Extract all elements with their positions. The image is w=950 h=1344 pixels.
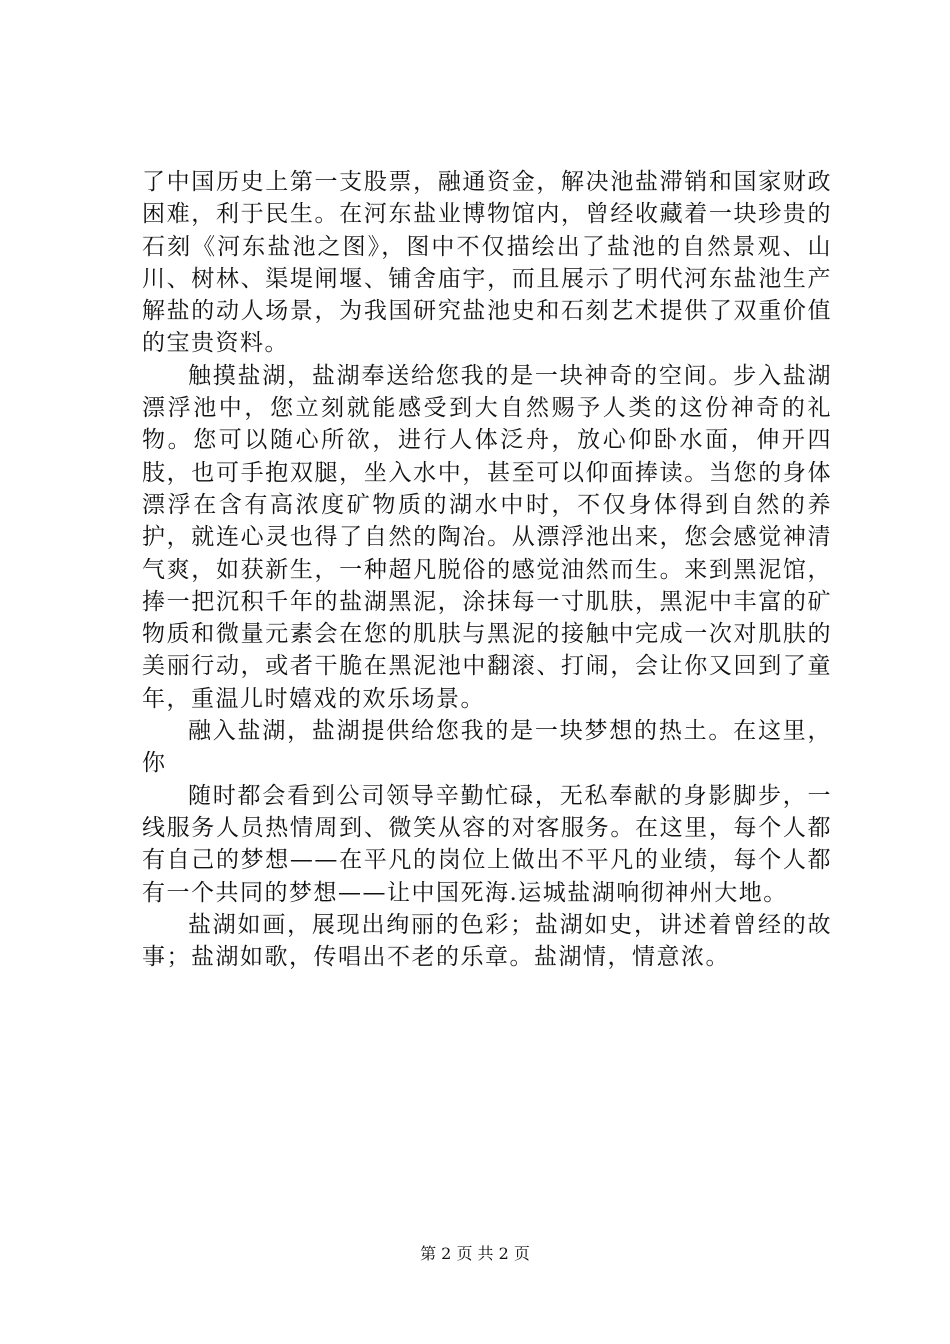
paragraph-5: 盐湖如画，展现出绚丽的色彩；盐湖如史，讲述着曾经的故事；盐湖如歌，传唱出不老的乐章。盐湖情，情意浓。 xyxy=(142,911,832,971)
paragraph-4: 随时都会看到公司领导辛勤忙碌，无私奉献的身影脚步，一线服务人员热情周到、微笑从容的对客服务。在这里，每个人都有自己的梦想——在平凡的岗位上做出不平凡的业绩，每个人都有一个共同的梦想——让中国死海.运城盐湖响彻神州大地。 xyxy=(142,782,832,906)
paragraph-2: 触摸盐湖，盐湖奉送给您我的是一块神奇的空间。步入盐湖漂浮池中，您立刻就能感受到大自然赐予人类的这份神奇的礼物。您可以随心所欲，进行人体泛舟，放心仰卧水面，伸开四肢，也可手抱双腿，坐入水中，甚至可以仰面捧读。当您的身体漂浮在含有高浓度矿物质的湖水中时，不仅身体得到自然的养护，就连心灵也得了自然的陶冶。从漂浮池出来，您会感觉神清气爽，如获新生，一种超凡脱俗的感觉油然而生。来到黑泥馆，捧一把沉积千年的盐湖黑泥，涂抹每一寸肌肤，黑泥中丰富的矿物质和微量元素会在您的肌肤与黑泥的接触中完成一次对肌肤的美丽行动，或者干脆在黑泥池中翻滚、打闹，会让你又回到了童年，重温儿时嬉戏的欢乐场景。 xyxy=(142,362,832,712)
page-footer: 第 2 页 共 2 页 xyxy=(420,1244,530,1263)
paragraph-1: 了中国历史上第一支股票，融通资金，解决池盐滞销和国家财政困难，利于民生。在河东盐业博物馆内，曾经收藏着一块珍贵的石刻《河东盐池之图》，图中不仅描绘出了盐池的自然景观、山川、树林、渠堤闸堰、铺舍庙宇，而且展示了明代河东盐池生产解盐的动人场景，为我国研究盐池史和石刻艺术提供了双重价值的宝贵资料。 xyxy=(142,169,832,357)
document-body xyxy=(142,166,832,973)
paragraph-3: 融入盐湖，盐湖提供给您我的是一块梦想的热土。在这里，你 xyxy=(142,718,832,777)
